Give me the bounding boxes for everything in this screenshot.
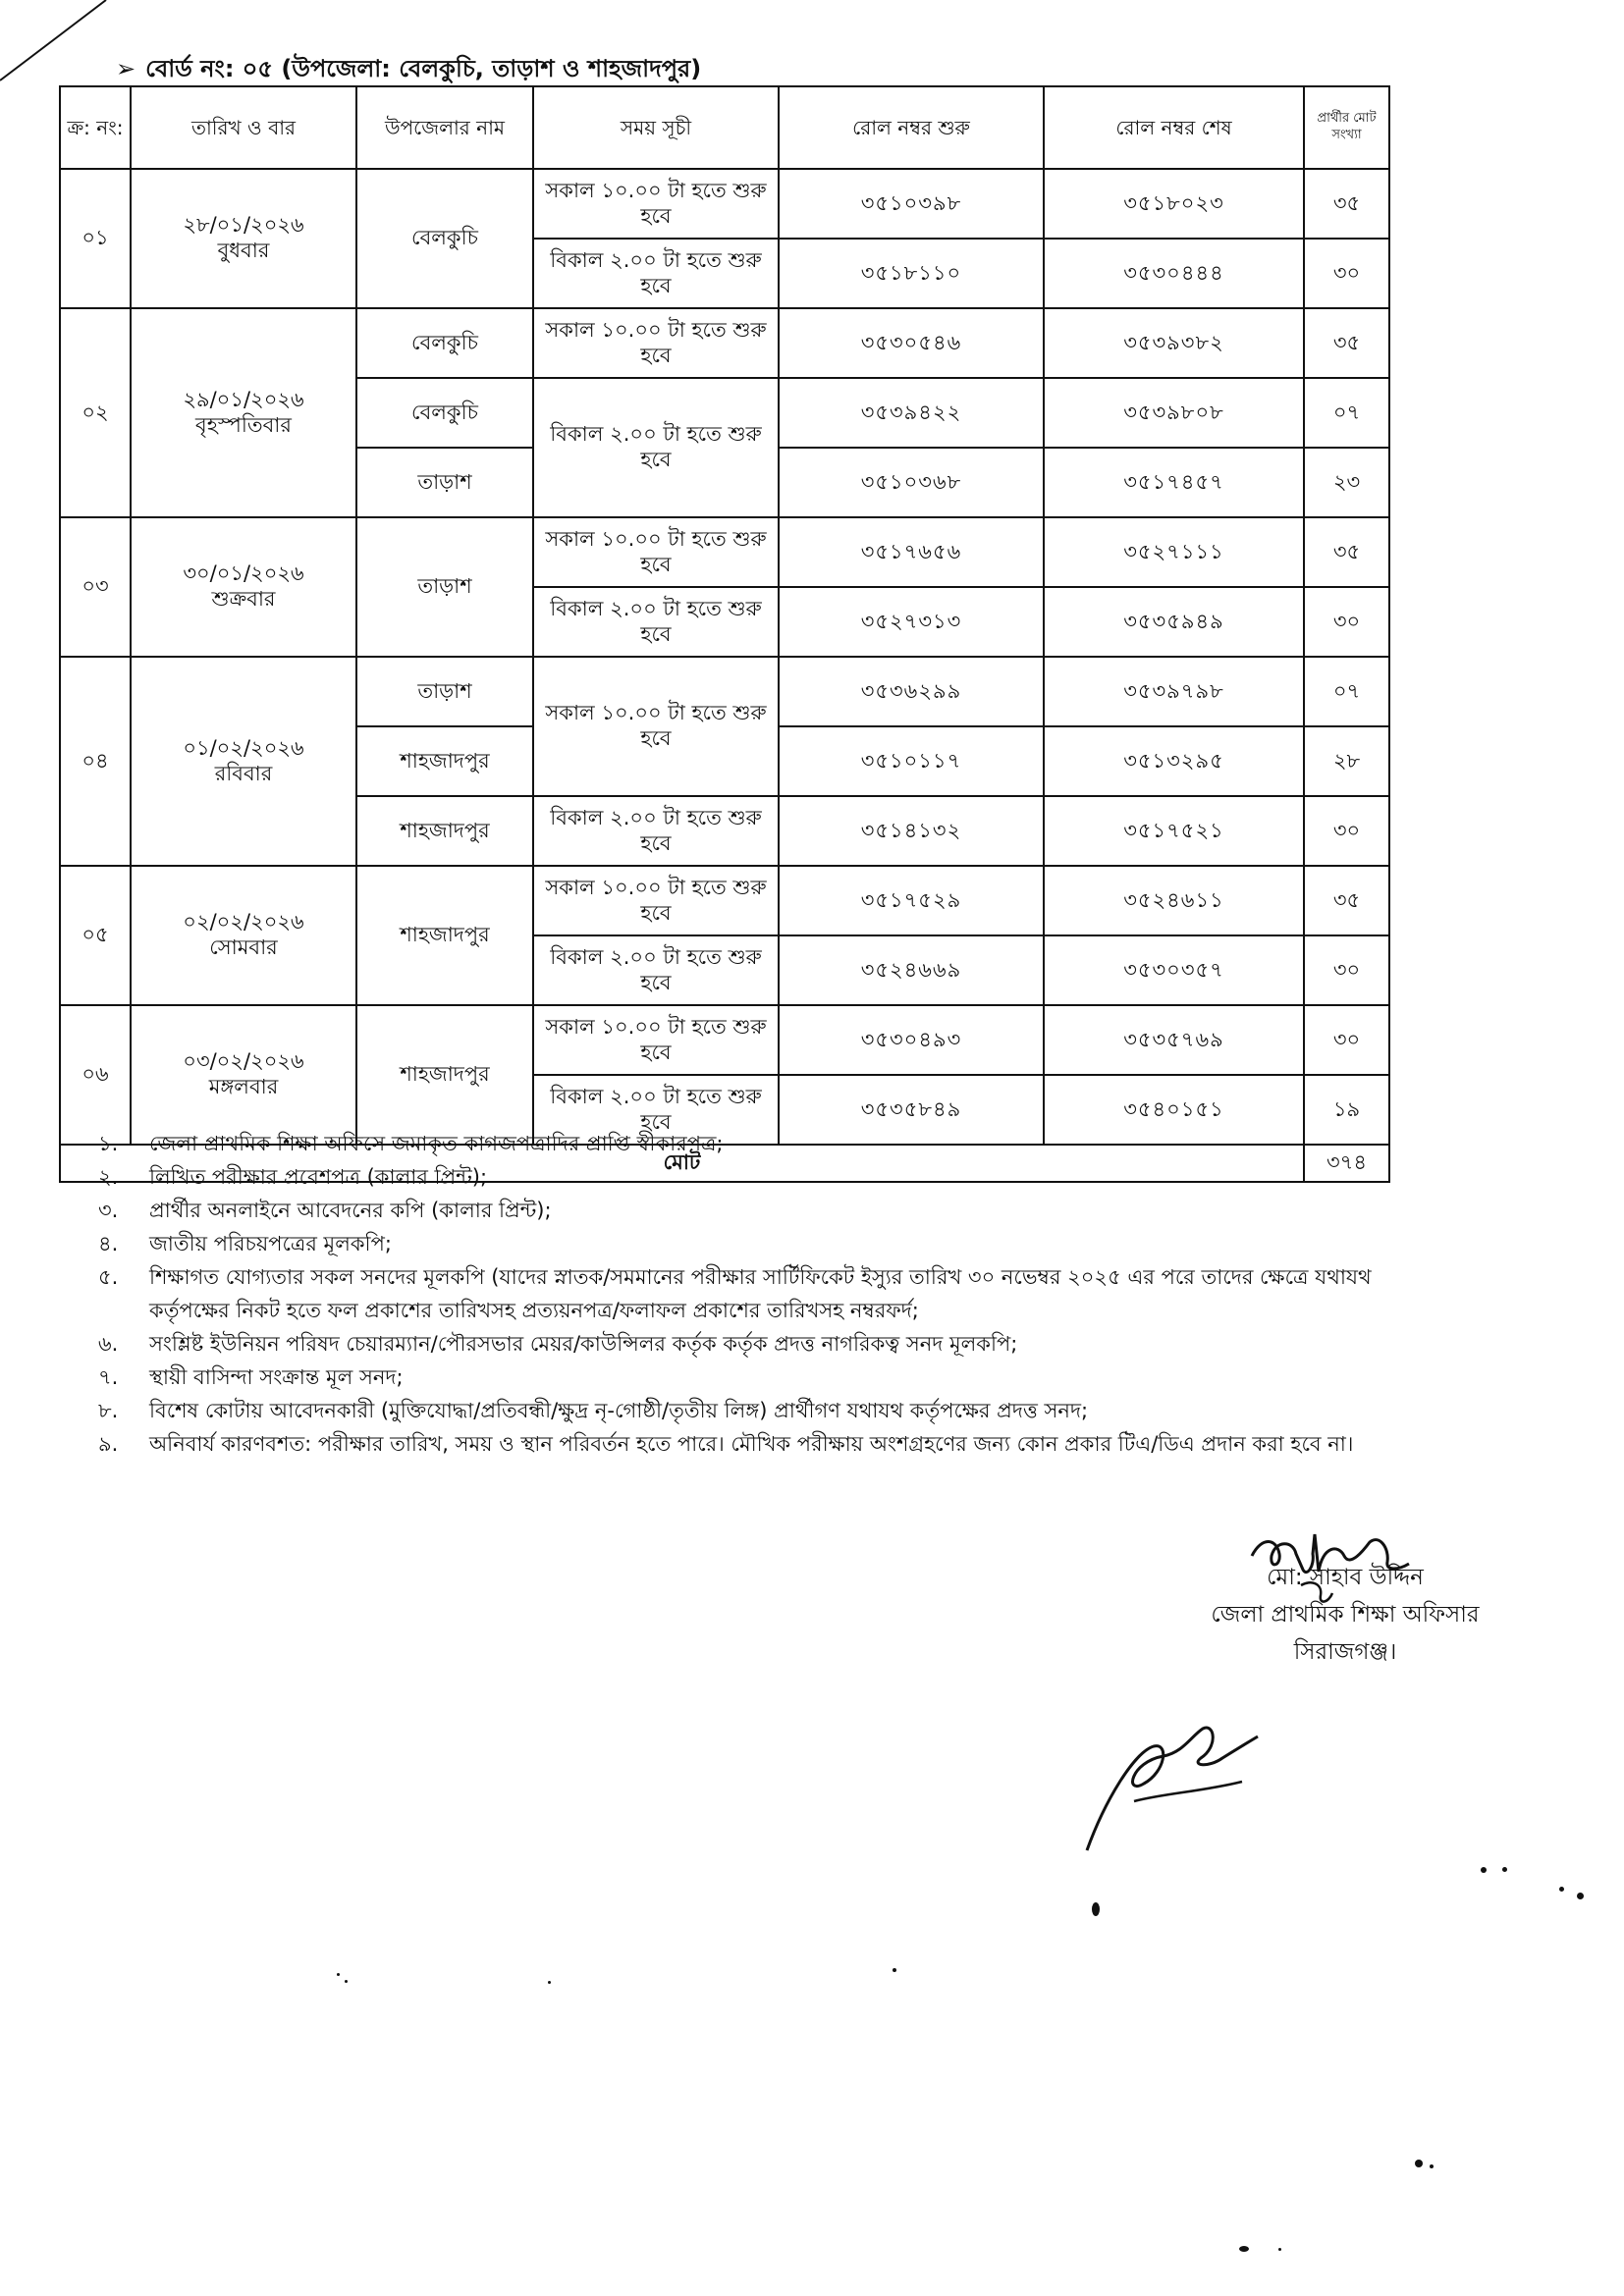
roll-start-cell: ৩৫১৭৬৫৬ — [779, 517, 1044, 587]
upazila-cell: বেলকুচি — [356, 378, 533, 448]
list-item — [98, 1327, 1453, 1361]
exam-weekday: বুধবার — [217, 239, 270, 262]
list-item-number: ৪. — [98, 1232, 119, 1255]
serial-cell: ০৫ — [60, 866, 131, 1005]
date-cell — [131, 169, 356, 308]
roll-end-cell: ৩৫২৪৬১১ — [1044, 866, 1304, 935]
table-row — [60, 169, 1389, 239]
time-slot-cell: বিকাল ২.০০ টা হতে শুরু হবে — [533, 378, 779, 517]
list-item — [98, 1394, 1453, 1427]
serial-cell: ০১ — [60, 169, 131, 308]
roll-end-cell: ৩৫৩০৩৫৭ — [1044, 935, 1304, 1005]
upazila-cell: শাহজাদপুর — [356, 866, 533, 1005]
roll-end-cell: ৩৫১৭৫২১ — [1044, 796, 1304, 866]
candidate-count-cell: ৩৫ — [1304, 866, 1389, 935]
date-cell — [131, 517, 356, 657]
date-cell — [131, 308, 356, 517]
scan-speck — [1559, 1887, 1564, 1892]
header-candidate-count: প্রার্থীর মোট সংখ্যা — [1304, 86, 1389, 169]
time-slot-cell: সকাল ১০.০০ টা হতে শুরু হবে — [533, 517, 779, 587]
exam-date: ০১/০২/২০২৬ — [183, 735, 304, 760]
handwritten-signature-bottom — [1075, 1723, 1281, 1860]
scan-speck — [1577, 1893, 1584, 1899]
roll-end-cell: ৩৫৩৫৭৬৯ — [1044, 1005, 1304, 1075]
exam-weekday: মঙ্গলবার — [208, 1075, 279, 1098]
header-serial: ক্র: নং: — [60, 86, 131, 169]
roll-start-cell: ৩৫৩৫৮৪৯ — [779, 1075, 1044, 1145]
serial-cell: ০৬ — [60, 1005, 131, 1145]
time-slot-cell: সকাল ১০.০০ টা হতে শুরু হবে — [533, 169, 779, 239]
roll-start-cell: ৩৫১০৩৬৮ — [779, 448, 1044, 517]
upazila-cell: তাড়াশ — [356, 657, 533, 726]
list-item — [98, 1127, 1453, 1160]
list-item — [98, 1194, 1453, 1227]
header-roll-start: রোল নম্বর শুরু — [779, 86, 1044, 169]
roll-start-cell: ৩৫৩৯৪২২ — [779, 378, 1044, 448]
header-upazila: উপজেলার নাম — [356, 86, 533, 169]
list-item — [98, 1227, 1453, 1260]
list-item-text: স্থায়ী বাসিন্দা সংক্রান্ত মূল সনদ; — [149, 1365, 404, 1389]
roll-end-cell: ৩৫১৩২৯৫ — [1044, 726, 1304, 796]
roll-end-cell: ৩৫৩৯৭৯৮ — [1044, 657, 1304, 726]
list-item-number: ৮. — [98, 1399, 119, 1422]
upazila-cell: শাহজাদপুর — [356, 796, 533, 866]
roll-end-cell: ৩৫৩০৪৪৪ — [1044, 239, 1304, 308]
scan-speck — [548, 1981, 551, 1984]
table-row — [60, 866, 1389, 935]
serial-cell: ০৩ — [60, 517, 131, 657]
candidate-count-cell: ৩৫ — [1304, 169, 1389, 239]
header-roll-end: রোল নম্বর শেষ — [1044, 86, 1304, 169]
signatory-designation: জেলা প্রাথমিক শিক্ষা অফিসার — [1211, 1602, 1480, 1628]
time-slot-cell: বিকাল ২.০০ টা হতে শুরু হবে — [533, 587, 779, 657]
list-item-text: শিক্ষাগত যোগ্যতার সকল সনদের মূলকপি (যাদের স্নাতক/সমমানের পরীক্ষার সার্টিফিকেট ইস্যুর তারিখ ৩০ নভেম্বর ২০২৫ এর পরে তাদের ক্ষেত্রে যথাযথ কর্তৃপক্ষের নিকট হতে ফল প্রকাশের তারিখসহ প্রত্যয়নপত্র/ফলাফল প্রকাশের তারিখসহ নম্বরফর্দ; — [149, 1265, 1372, 1322]
scan-speck — [1278, 2248, 1281, 2251]
list-item-text: লিখিত পরীক্ষার প্রবেশপত্র (কালার প্রিন্ট); — [149, 1165, 488, 1189]
candidate-count-cell: ২৩ — [1304, 448, 1389, 517]
table-body — [60, 169, 1389, 1145]
roll-start-cell: ৩৫৩০৫৪৬ — [779, 308, 1044, 378]
exam-date: ০২/০২/২০২৬ — [183, 910, 304, 934]
roll-start-cell: ৩৫২৪৬৬৯ — [779, 935, 1044, 1005]
board-heading — [116, 51, 701, 90]
roll-start-cell: ৩৫৩৬২৯৯ — [779, 657, 1044, 726]
roll-start-cell: ৩৫১৪১৩২ — [779, 796, 1044, 866]
arrow-bullet-icon: ➢ — [116, 55, 136, 82]
exam-schedule-table — [59, 85, 1390, 1183]
total-label: মোট — [60, 1145, 1304, 1182]
list-item-text: বিশেষ কোটায় আবেদনকারী (মুক্তিযোদ্ধা/প্রতিবন্ধী/ক্ষুদ্র নৃ-গোষ্ঠী/তৃতীয় লিঙ্গ) প্রার্থীগণ যথাযথ কর্তৃপক্ষের প্রদত্ত সনদ; — [149, 1399, 1089, 1422]
time-slot-cell: সকাল ১০.০০ টা হতে শুরু হবে — [533, 1005, 779, 1075]
date-cell — [131, 866, 356, 1005]
header-schedule: সময় সূচী — [533, 86, 779, 169]
upazila-cell: বেলকুচি — [356, 308, 533, 378]
scan-speck — [1239, 2246, 1249, 2252]
scan-speck — [1430, 2164, 1434, 2168]
roll-start-cell: ৩৫২৭৩১৩ — [779, 587, 1044, 657]
total-value: ৩৭৪ — [1304, 1145, 1389, 1182]
exam-weekday: শুক্রবার — [211, 587, 276, 611]
table-row — [60, 517, 1389, 587]
roll-start-cell: ৩৫১৭৫২৯ — [779, 866, 1044, 935]
candidate-count-cell: ০৭ — [1304, 378, 1389, 448]
date-cell — [131, 657, 356, 866]
exam-date: ৩০/০১/২০২৬ — [183, 561, 304, 586]
upazila-cell: শাহজাদপুর — [356, 726, 533, 796]
candidate-count-cell: ৩০ — [1304, 796, 1389, 866]
scan-speck — [1415, 2160, 1423, 2167]
list-item — [98, 1260, 1453, 1327]
roll-end-cell: ৩৫২৭১১১ — [1044, 517, 1304, 587]
candidate-count-cell: ৩৫ — [1304, 308, 1389, 378]
exam-date: ০৩/০২/২০২৬ — [183, 1049, 304, 1074]
list-item-text: প্রার্থীর অনলাইনে আবেদনের কপি (কালার প্রিন্ট); — [149, 1199, 552, 1222]
serial-cell: ০৪ — [60, 657, 131, 866]
list-item-number: ৯. — [98, 1432, 119, 1456]
list-item-text: জেলা প্রাথমিক শিক্ষা অফিসে জমাকৃত কাগজপত্রাদির প্রাপ্তি স্বীকারপত্র; — [149, 1132, 724, 1155]
list-item — [98, 1160, 1453, 1194]
roll-end-cell: ৩৫১৮০২৩ — [1044, 169, 1304, 239]
upazila-cell: বেলকুচি — [356, 169, 533, 308]
signatory-name: মো: সাহাব উদ্দিন — [1267, 1565, 1424, 1590]
list-item-text: সংশ্লিষ্ট ইউনিয়ন পরিষদ চেয়ারম্যান/পৌরসভার মেয়র/কাউন্সিলর কর্তৃক কর্তৃক প্রদত্ত নাগরিকত্ব সনদ মূলকপি; — [149, 1332, 1018, 1356]
list-item-number: ৩. — [98, 1199, 119, 1222]
scan-speck — [1502, 1867, 1507, 1872]
scan-speck — [345, 1980, 348, 1983]
serial-cell: ০২ — [60, 308, 131, 517]
time-slot-cell: বিকাল ২.০০ টা হতে শুরু হবে — [533, 935, 779, 1005]
exam-weekday: রবিবার — [214, 761, 273, 785]
required-documents-list — [98, 1127, 1453, 1461]
list-item-number: ১. — [98, 1132, 119, 1155]
candidate-count-cell: ২৮ — [1304, 726, 1389, 796]
exam-weekday: সোমবার — [209, 935, 278, 959]
table-row — [60, 308, 1389, 378]
signature-block — [1168, 1559, 1522, 1671]
candidate-count-cell: ০৭ — [1304, 657, 1389, 726]
roll-start-cell: ৩৫৩০৪৯৩ — [779, 1005, 1044, 1075]
candidate-count-cell: ৩৫ — [1304, 517, 1389, 587]
upazila-cell: শাহজাদপুর — [356, 1005, 533, 1145]
list-item-number: ৫. — [98, 1265, 119, 1289]
exam-date: ২৯/০১/২০২৬ — [183, 387, 304, 411]
date-cell — [131, 1005, 356, 1145]
time-slot-cell: বিকাল ২.০০ টা হতে শুরু হবে — [533, 239, 779, 308]
roll-end-cell: ৩৫৩৯৩৮২ — [1044, 308, 1304, 378]
scan-speck — [893, 1968, 896, 1972]
scan-speck — [337, 1973, 340, 1976]
table-header-row — [60, 86, 1389, 169]
roll-end-cell: ৩৫৩৯৮০৮ — [1044, 378, 1304, 448]
time-slot-cell: সকাল ১০.০০ টা হতে শুরু হবে — [533, 866, 779, 935]
time-slot-cell: সকাল ১০.০০ টা হতে শুরু হবে — [533, 657, 779, 796]
roll-start-cell: ৩৫১০৩৯৮ — [779, 169, 1044, 239]
time-slot-cell: বিকাল ২.০০ টা হতে শুরু হবে — [533, 796, 779, 866]
candidate-count-cell: ৩০ — [1304, 587, 1389, 657]
list-item-number: ৬. — [98, 1332, 119, 1356]
upazila-cell: তাড়াশ — [356, 517, 533, 657]
roll-end-cell: ৩৫১৭৪৫৭ — [1044, 448, 1304, 517]
exam-date: ২৮/০১/২০২৬ — [183, 213, 304, 238]
candidate-count-cell: ৩০ — [1304, 239, 1389, 308]
list-item-number: ৭. — [98, 1365, 119, 1389]
list-item — [98, 1361, 1453, 1394]
time-slot-cell: বিকাল ২.০০ টা হতে শুরু হবে — [533, 1075, 779, 1145]
roll-end-cell: ৩৫৪০১৫১ — [1044, 1075, 1304, 1145]
candidate-count-cell: ১৯ — [1304, 1075, 1389, 1145]
list-item-text: অনিবার্য কারণবশত: পরীক্ষার তারিখ, সময় ও স্থান পরিবর্তন হতে পারে। মৌখিক পরীক্ষায় অংশগ্রহণের জন্য কোন প্রকার টিএ/ডিএ প্রদান করা হবে না। — [149, 1432, 1354, 1456]
header-date: তারিখ ও বার — [131, 86, 356, 169]
candidate-count-cell: ৩০ — [1304, 935, 1389, 1005]
scan-speck — [1481, 1867, 1487, 1873]
signatory-office: সিরাজগঞ্জ। — [1293, 1639, 1397, 1665]
roll-start-cell: ৩৫১০১১৭ — [779, 726, 1044, 796]
scan-speck — [1092, 1902, 1100, 1916]
table-row — [60, 1005, 1389, 1075]
list-item-number: ২. — [98, 1165, 119, 1189]
time-slot-cell: সকাল ১০.০০ টা হতে শুরু হবে — [533, 308, 779, 378]
roll-start-cell: ৩৫১৮১১০ — [779, 239, 1044, 308]
exam-weekday: বৃহস্পতিবার — [195, 412, 292, 437]
roll-end-cell: ৩৫৩৫৯৪৯ — [1044, 587, 1304, 657]
candidate-count-cell: ৩০ — [1304, 1005, 1389, 1075]
table-row — [60, 657, 1389, 726]
board-heading-text: বোর্ড নং: ০৫ (উপজেলা: বেলকুচি, তাড়াশ ও শাহজাদপুর) — [145, 55, 702, 82]
upazila-cell: তাড়াশ — [356, 448, 533, 517]
list-item — [98, 1427, 1453, 1461]
list-item-text: জাতীয় পরিচয়পত্রের মূলকপি; — [149, 1232, 392, 1255]
